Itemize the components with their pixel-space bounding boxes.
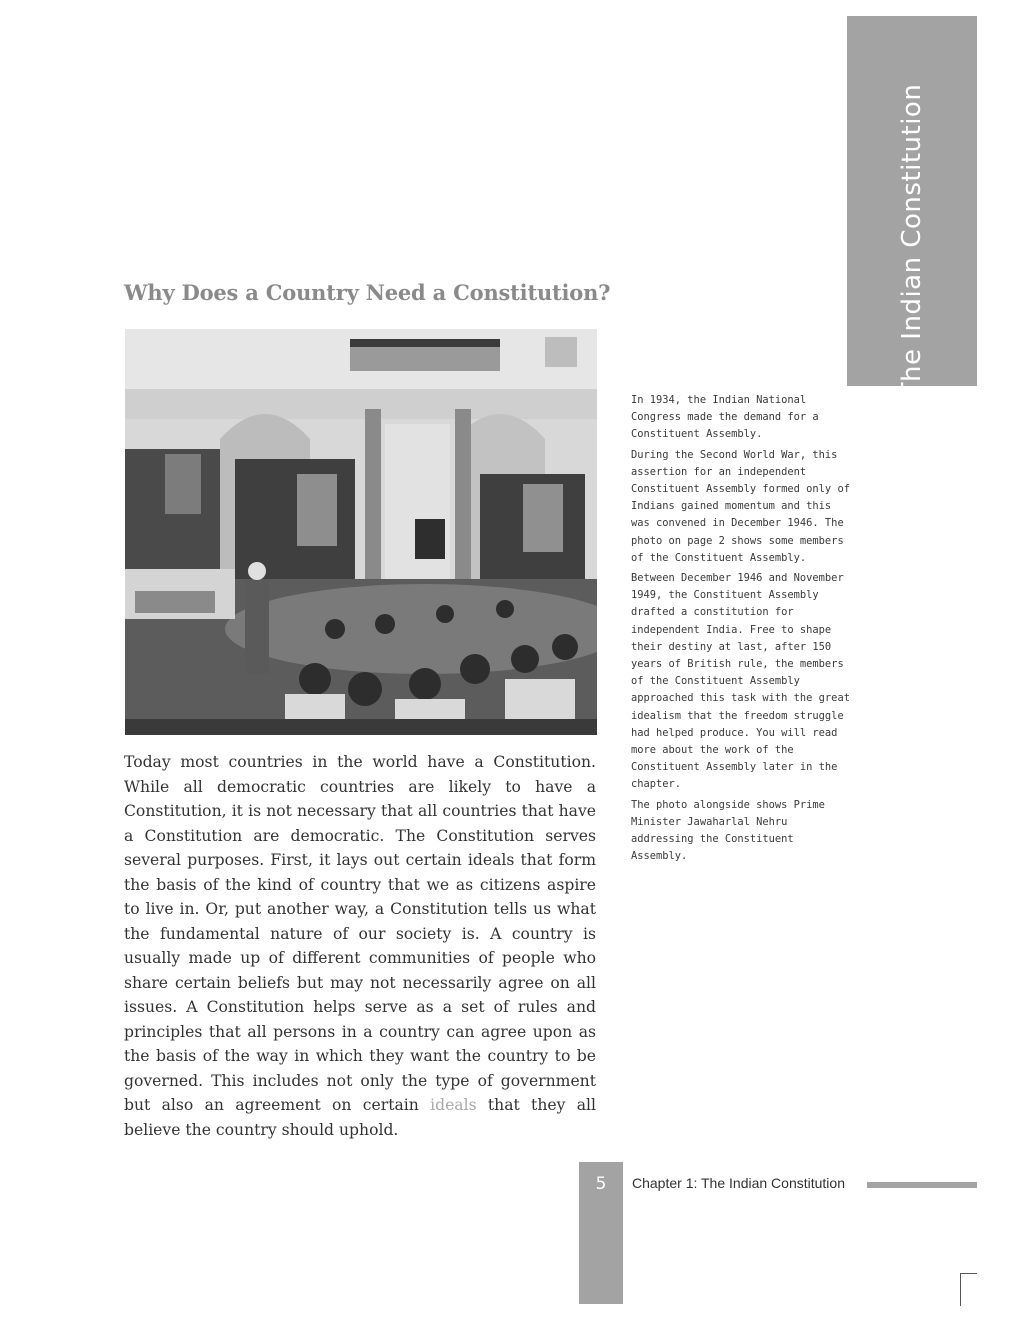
section-heading: Why Does a Country Need a Constitution? bbox=[124, 280, 611, 305]
photo-illustration bbox=[125, 329, 597, 735]
side-note-paragraph: In 1934, the Indian National Congress made the demand for a Constituent Assembly. bbox=[631, 394, 819, 441]
side-note-paragraph: During the Second World War, this assertion for an independent Constituent Assembly formed only of Indians gained momentum and this was convened in December 1946. The photo on page 2 shows some members of the Constituent Assembly. bbox=[631, 448, 850, 564]
page-number: 5 bbox=[595, 1174, 607, 1194]
body-text-end: that they all believe the country should uphold. bbox=[124, 1096, 596, 1139]
side-note-paragraph: The photo alongside shows Prime Minister Jawaharlal Nehru addressing the Constituent Assembly. bbox=[631, 798, 825, 863]
chapter-side-title: The Indian Constitution bbox=[897, 83, 927, 399]
footer-rule bbox=[867, 1182, 977, 1188]
side-note-paragraph: Between December 1946 and November 1949, the Constituent Assembly drafted a constitution for independent India. Free to shape their destiny at last, after 150 years of British rule, the members of the Constituent Assembly approached this task with the great idealism that the freedom struggle had helped produce. You will read more about the work of the Constituent Assembly later in the chapter. bbox=[631, 572, 850, 791]
chapter-footer-label: Chapter 1: The Indian Constitution bbox=[632, 1175, 845, 1191]
glossary-keyword: ideals bbox=[430, 1096, 477, 1114]
body-paragraph bbox=[124, 750, 596, 1142]
constituent-assembly-photo bbox=[125, 329, 597, 735]
crop-corner-mark bbox=[960, 1273, 977, 1306]
chapter-side-tab bbox=[847, 16, 977, 399]
body-text-start: Today most countries in the world have a Constitution. While all democratic countries are likely to have a Constitution, it is not necessary that all countries that have a Constitution are democratic. The Constitution serves several purposes. First, it lays out certain ideals that form the basis of the kind of country that we as citizens aspire to live in. Or, put another way, a Constitution tells us what the fundamental nature of our society is. A country is usually made up of different communities of people who share certain beliefs but may not necessarily agree on all issues. A Constitution helps serve as a set of rules and principles that all persons in a country can agree upon as the basis of the way in which they want the country to be governed. This includes not only the type of government but also an agreement on certain bbox=[124, 753, 596, 1114]
page-number-box bbox=[579, 1162, 623, 1304]
side-note bbox=[631, 392, 853, 868]
